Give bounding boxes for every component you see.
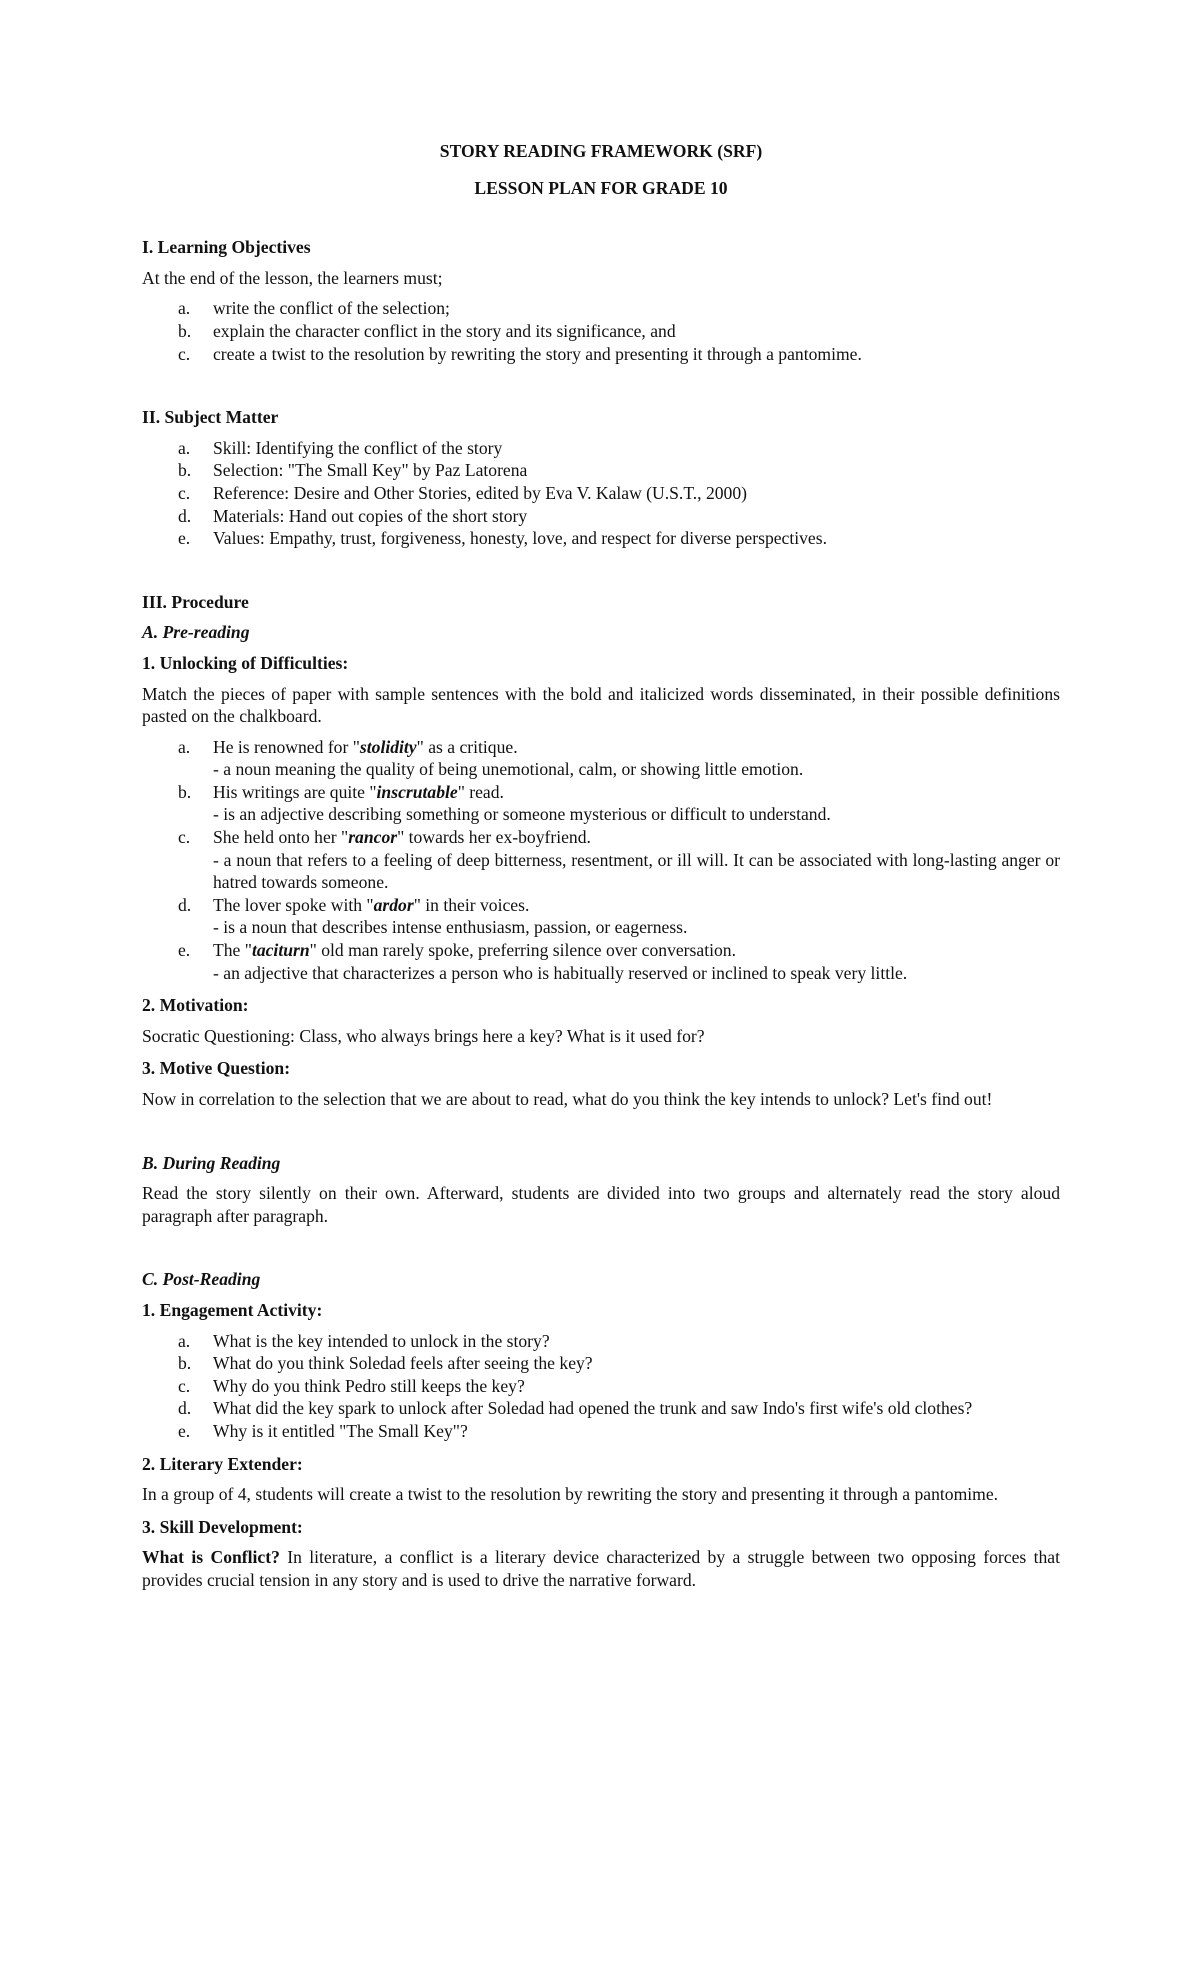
vocabulary-item <box>142 736 1060 781</box>
subsection-heading-during-reading: B. During Reading <box>142 1152 281 1173</box>
motivation-text: Socratic Questioning: Class, who always brings here a key? What is it used for? <box>142 1025 705 1046</box>
list-marker: e. <box>178 1420 191 1441</box>
section-heading-objectives: I. Learning Objectives <box>142 237 311 258</box>
vocabulary-item <box>142 939 1060 984</box>
sentence-end: " in their voices. <box>413 894 530 915</box>
objectives-intro: At the end of the lesson, the learners must; <box>142 267 443 288</box>
vocabulary-word: stolidity <box>359 736 417 757</box>
vocabulary-item <box>142 781 1060 826</box>
list-marker: b. <box>178 781 192 802</box>
vocabulary-word: inscrutable <box>376 781 458 802</box>
list-item-text: Reference: Desire and Other Stories, edited by Eva V. Kalaw (U.S.T., 2000) <box>213 482 748 503</box>
list-item <box>142 437 1060 460</box>
heading-motivation: 2. Motivation: <box>142 995 249 1016</box>
list-item-text: Why do you think Pedro still keeps the key? <box>213 1375 525 1396</box>
heading-literary-extender: 2. Literary Extender: <box>142 1453 303 1474</box>
unlocking-instructions: Match the pieces of paper with sample sentences with the bold and italicized words disseminated, in their possible definitions pasted on the chalkboard. <box>142 683 1060 727</box>
list-item-text: What is the key intended to unlock in the story? <box>213 1330 550 1351</box>
list-item-text: Why is it entitled "The Small Key"? <box>213 1420 468 1441</box>
document-subtitle: LESSON PLAN FOR GRADE 10 <box>474 177 728 198</box>
sentence-start: The lover spoke with " <box>213 894 374 915</box>
list-marker: a. <box>178 736 191 757</box>
list-item <box>142 527 1060 550</box>
vocabulary-list <box>142 736 1060 985</box>
vocabulary-word: rancor <box>348 827 398 848</box>
heading-unlocking-difficulties: 1. Unlocking of Difficulties: <box>142 652 349 673</box>
subsection-heading-pre-reading: A. Pre-reading <box>142 622 250 643</box>
sentence-start: He is renowned for " <box>213 736 360 757</box>
list-item <box>142 1330 1060 1353</box>
list-item-text: explain the character conflict in the story and its significance, and <box>213 320 676 341</box>
sentence-start: She held onto her " <box>213 827 349 848</box>
document-title: STORY READING FRAMEWORK (SRF) <box>439 141 763 161</box>
sentence-end: " towards her ex-boyfriend. <box>397 827 591 848</box>
objectives-list <box>142 297 1060 365</box>
list-item-text: Skill: Identifying the conflict of the story <box>213 437 503 458</box>
sentence-start: His writings are quite " <box>213 781 377 802</box>
list-item-text: What did the key spark to unlock after Soledad had opened the trunk and saw Indo's first wife's old clothes? <box>213 1398 973 1419</box>
sentence-end: " as a critique. <box>416 736 518 757</box>
list-item <box>142 1397 1060 1420</box>
list-marker: e. <box>178 528 191 549</box>
vocabulary-word: ardor <box>373 894 414 915</box>
list-marker: b. <box>178 1353 192 1374</box>
vocabulary-definition: - is a noun that describes intense enthusiasm, passion, or eagerness. <box>213 917 688 938</box>
list-marker: c. <box>178 343 191 364</box>
literary-extender-text: In a group of 4, students will create a twist to the resolution by rewriting the story and presenting it through a pantomime. <box>142 1484 999 1505</box>
list-marker: d. <box>178 505 192 526</box>
list-marker: d. <box>178 894 192 915</box>
heading-skill-development: 3. Skill Development: <box>142 1516 303 1537</box>
vocabulary-definition: - is an adjective describing something or someone mysterious or difficult to understand. <box>213 804 831 825</box>
vocabulary-word: taciturn <box>251 940 310 961</box>
vocabulary-item <box>142 826 1060 894</box>
lesson-plan-content <box>142 140 1060 1592</box>
during-reading-text: Read the story silently on their own. Afterward, students are divided into two groups and alternately read the story aloud paragraph after paragraph. <box>142 1183 1060 1226</box>
list-marker: c. <box>178 1375 191 1396</box>
list-item <box>142 1352 1060 1375</box>
list-item <box>142 343 1060 366</box>
list-item <box>142 482 1060 505</box>
list-marker: a. <box>178 437 191 458</box>
subsection-heading-post-reading: C. Post-Reading <box>142 1269 261 1290</box>
list-item <box>142 297 1060 320</box>
list-marker: e. <box>178 940 191 961</box>
section-heading-procedure: III. Procedure <box>142 591 249 612</box>
list-item-text: Selection: "The Small Key" by Paz Latorena <box>213 460 528 481</box>
list-marker: c. <box>178 482 191 503</box>
conflict-definition-body: In literature, a conflict is a literary device characterized by a struggle between two opposing forces that provides crucial tension in any story and is used to drive the narrative forward. <box>142 1547 1060 1590</box>
heading-engagement-activity: 1. Engagement Activity: <box>142 1299 323 1320</box>
list-item-text: create a twist to the resolution by rewriting the story and presenting it through a pantomime. <box>213 343 862 364</box>
section-heading-subject-matter: II. Subject Matter <box>142 407 279 428</box>
list-item <box>142 320 1060 343</box>
list-marker: a. <box>178 298 191 319</box>
heading-motive-question: 3. Motive Question: <box>142 1058 291 1079</box>
sentence-end: " read. <box>457 781 504 802</box>
conflict-definition-lead: What is Conflict? <box>142 1547 280 1568</box>
list-item <box>142 459 1060 482</box>
vocabulary-item <box>142 894 1060 939</box>
vocabulary-definition: - an adjective that characterizes a person who is habitually reserved or inclined to speak very little. <box>213 962 908 983</box>
list-item <box>142 1375 1060 1398</box>
list-item-text: Materials: Hand out copies of the short story <box>213 505 528 526</box>
vocabulary-definition: - a noun that refers to a feeling of deep bitterness, resentment, or ill will. It can be associated with long-lasting anger or hatred towards someone. <box>213 849 1060 893</box>
list-marker: b. <box>178 320 192 341</box>
motive-question-text: Now in correlation to the selection that we are about to read, what do you think the key intends to unlock? Let's find out! <box>142 1089 993 1109</box>
list-item-text: Values: Empathy, trust, forgiveness, honesty, love, and respect for diverse perspectives. <box>213 528 827 549</box>
list-item <box>142 1420 1060 1443</box>
vocabulary-definition: - a noun meaning the quality of being unemotional, calm, or showing little emotion. <box>213 759 804 780</box>
list-marker: d. <box>178 1398 192 1419</box>
subject-matter-list <box>142 437 1060 550</box>
engagement-questions-list <box>142 1330 1060 1443</box>
list-item-text: write the conflict of the selection; <box>213 298 450 319</box>
list-marker: b. <box>178 460 192 481</box>
sentence-start: The " <box>213 940 252 961</box>
list-marker: a. <box>178 1330 191 1351</box>
skill-development-text <box>142 1546 1060 1591</box>
sentence-end: " old man rarely spoke, preferring silence over conversation. <box>309 940 736 961</box>
list-item-text: What do you think Soledad feels after seeing the key? <box>213 1353 593 1374</box>
list-item <box>142 505 1060 528</box>
list-marker: c. <box>178 827 191 848</box>
